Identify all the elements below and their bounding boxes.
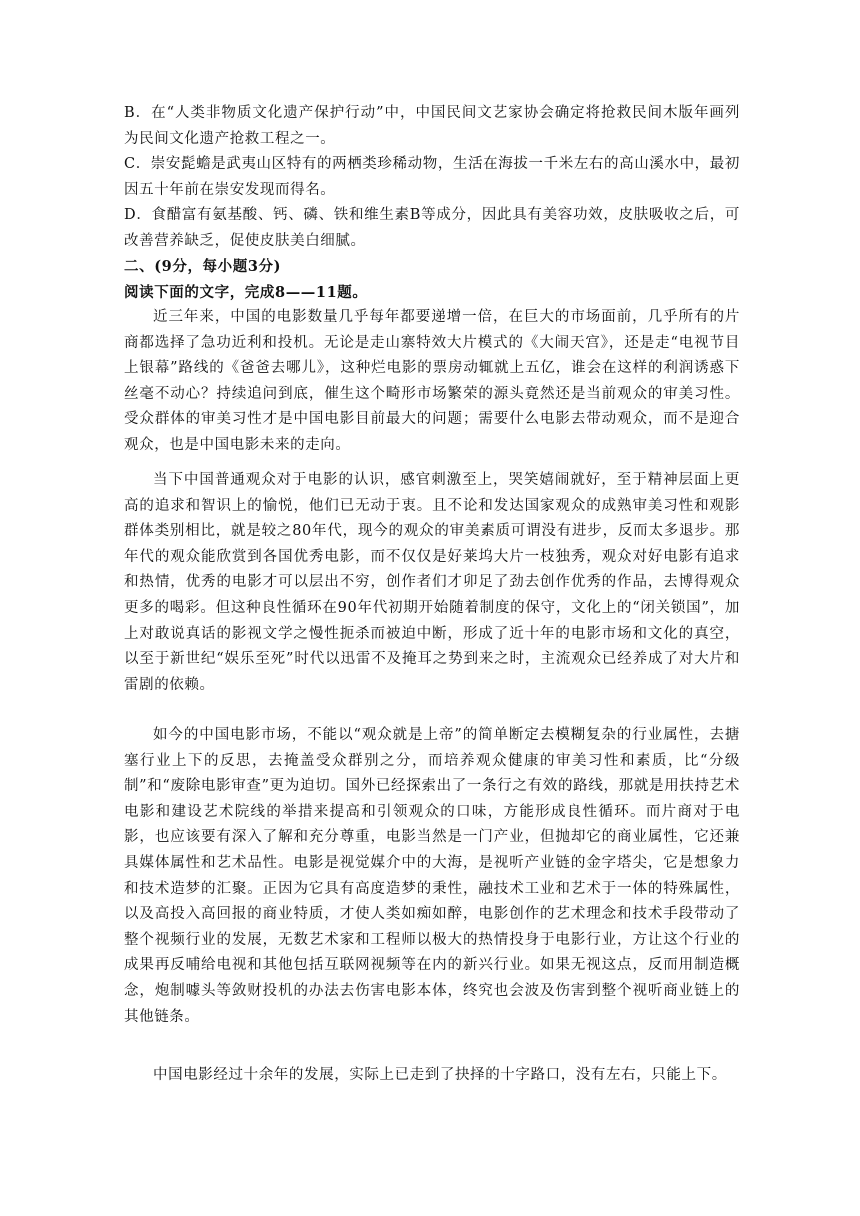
passage-paragraph-2: 当下中国普通观众对于电影的认识，感官刺激至上，哭笑嬉闹就好，至于精神层面上更高的追求和智识上的愉悦，他们已无动于衷。且不论和发达国家观众的成熟审美习性和观影群体类别相比，就是较之80年代，现今的观众的审美素质可谓没有进步，反而太多退步。那年代的观众能欣赏到各国优秀电影，而不仅仅是好莱坞大片一枝独秀，观众对好电影有追求和热情，优秀的电影才可以层出不穷，创作者们才卯足了劲去创作优秀的作品，去博得观众更多的喝彩。但这种良性循环在90年代初期开始随着制度的保守，文化上的“闭关锁国”，加上对敢说真话的影视文学之慢性扼杀而被迫中断，形成了近十年的电影市场和文化的真空，以至于新世纪“娱乐至死”时代以迅雷不及掩耳之势到来之时，主流观众已经养成了对大片和雷剧的依赖。 xyxy=(124,472,740,693)
passage-paragraph-4: 中国电影经过十余年的发展，实际上已走到了抉择的十字路口，没有左右，只能上下。 xyxy=(153,1067,727,1083)
option-d: D．食醋富有氨基酸、钙、磷、铁和维生素B等成分，因此具有美容功效，皮肤吸收之后，可改善营养缺乏，促使皮肤美白细腻。 xyxy=(124,207,740,249)
passage-paragraph-1: 近三年来，中国的电影数量几乎每年都要递增一倍，在巨大的市场面前，几乎所有的片商都选择了急功近利和投机。无论是走山寨特效大片模式的《大闹天宫》，还是走“电视节目上银幕”路线的《爸爸去哪儿》，这种烂电影的票房动辄就上五亿，谁会在这样的利润诱惑下丝毫不动心？持续追问到底，催生这个畸形市场繁荣的源头竟然还是当前观众的审美习性。受众群体的审美习性才是中国电影目前最大的问题；需要什么电影去带动观众，而不是迎合观众，也是中国电影未来的走向。 xyxy=(124,309,740,453)
option-b: B．在“人类非物质文化遗产保护行动”中，中国民间文艺家协会确定将抢救民间木版年画列为民间文化遗产抢救工程之一。 xyxy=(124,105,740,147)
passage-paragraph-3: 如今的中国电影市场，不能以“观众就是上帝”的简单断定去模糊复杂的行业属性，去搪塞行业上下的反思，去掩盖受众群别之分，而培养观众健康的审美习性和素质，比“分级制”和“废除电影审查”更为迫切。国外已经探索出了一条行之有效的路线，那就是用扶持艺术电影和建设艺术院线的举措来提高和引领观众的口味，方能形成良性循环。而片商对于电影，也应该要有深入了解和充分尊重，电影当然是一门产业，但抛却它的商业属性，它还兼具媒体属性和艺术品性。电影是视觉媒介中的大海，是视听产业链的金字塔尖，它是想象力和技术造梦的汇聚。正因为它具有高度造梦的秉性，融技术工业和艺术于一体的特殊属性，以及高投入高回报的商业特质，才使人类如痴如醉，电影创作的艺术理念和技术手段带动了整个视频行业的发展，无数艺术家和工程师以极大的热情投身于电影行业，方让这个行业的成果再反哺给电视和其他包括互联网视频等在内的新兴行业。如果无视这点，反而用制造概念，炮制噱头等敛财投机的办法去伤害电影本体，终究也会波及伤害到整个视听商业链上的其他链条。 xyxy=(124,727,740,1025)
section-header: 二、(9分，每小题3分) xyxy=(124,258,282,275)
reading-instruction: 阅读下面的文字，完成8——11题。 xyxy=(124,284,368,301)
option-c: C．崇安髭蟾是武夷山区特有的两栖类珍稀动物，生活在海拔一千米左右的高山溪水中，最初因五十年前在崇安发现而得名。 xyxy=(124,156,740,198)
